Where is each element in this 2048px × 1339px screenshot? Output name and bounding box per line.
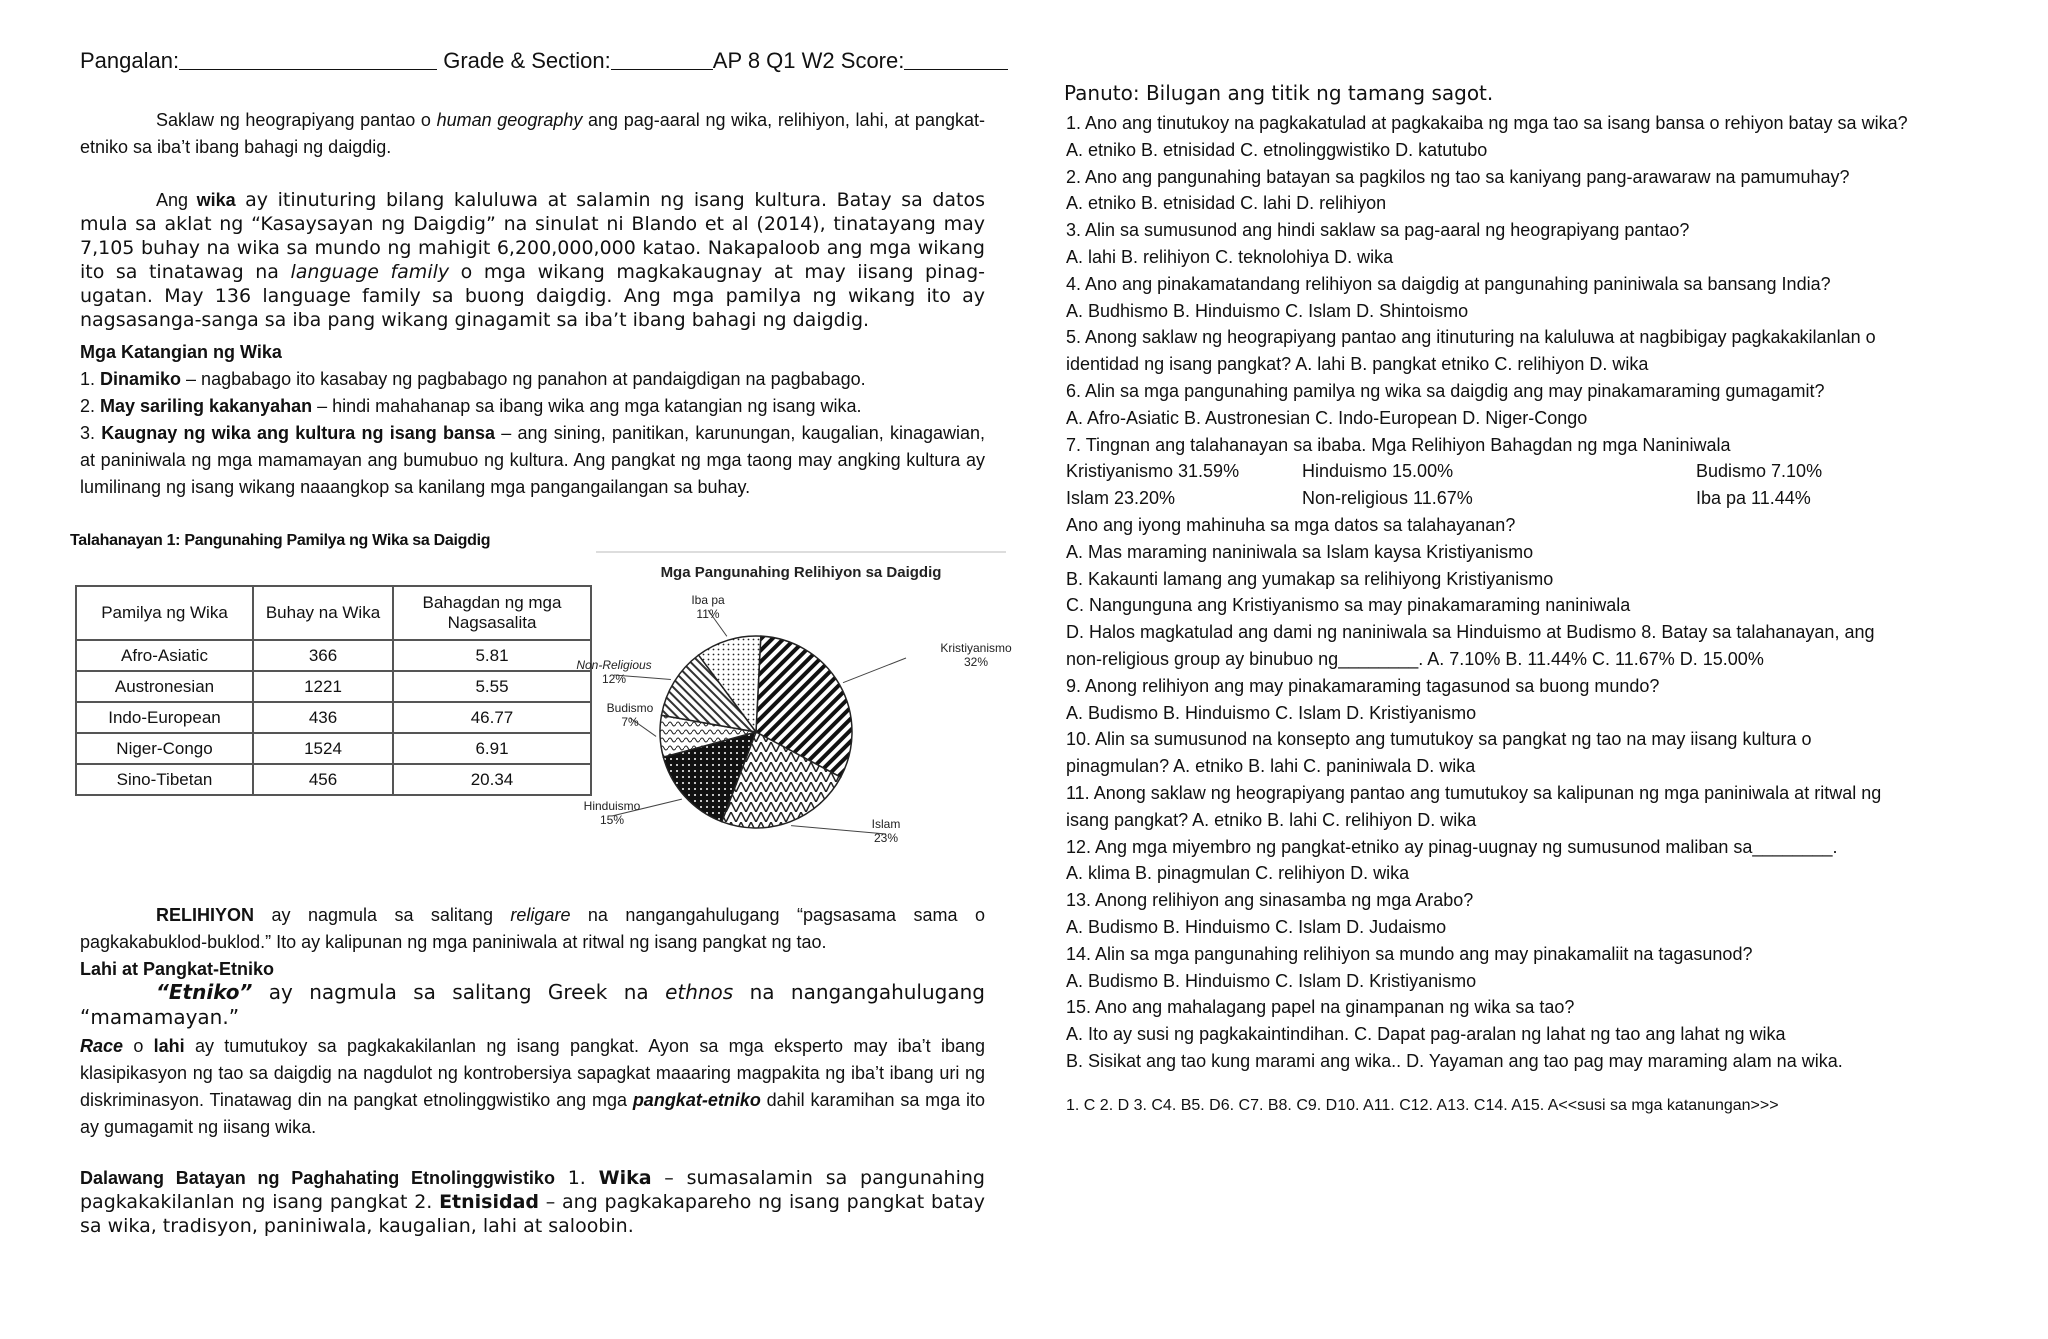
pie-label: Budismo <box>606 701 654 715</box>
katangian-3: 3. Kaugnay ng wika ang kultura ng isang bansa – ang sining, panitikan, karunungan, kaugalian, kinagawian, at paniniwala ng mga mamamayan ang bumubuo ng kultura. Ang pangkat ng mga taong may angking kultura ay lumilinang ng isang wikang naaangkop sa kanilang mga pangangailangan sa buhay. <box>80 423 986 497</box>
question-line: 13. Anong relihiyon ang sinasamba ng mga Arabo? <box>1066 890 1474 911</box>
worksheet-header <box>80 48 1008 74</box>
question-line: isang pangkat? A. etniko B. lahi C. relihiyon D. wika <box>1066 809 1477 830</box>
question-line: A. etniko B. etnisidad C. etnolinggwistiko D. katutubo <box>1066 139 1488 160</box>
question-line: B. Kakaunti lamang ang yumakap sa relihiyong Kristiyanismo <box>1066 568 1554 589</box>
religion-data-cell: Hinduismo 15.00% <box>1302 461 1454 482</box>
pie-label: Iba pa <box>691 593 725 607</box>
wika-paragraph: Ang wika ay itinuturing bilang kaluluwa at salamin ng isang kultura. Batay sa datos mula sa aklat ng “Kasaysayan ng Daigdig” na sinulat ni Blando et al (2014), tinatayang may 7,105 buhay na wika sa mundo ng mahigit 6,200,000,000 katao. Nakapaloob ang mga wikang ito sa tinatawag na language family o mga wikang magkakaugnay at may iisang pinag-ugatan. May 136 language family sa buong daigdig. Ang mga pamilya ng wikang ito ay nagsasanga-sanga sa iba pang wikang ginagamit sa iba’t ibang bahagi ng daigdig. <box>80 189 985 331</box>
question-line: D. Halos magkatulad ang dami ng naniniwala sa Hinduismo at Budismo 8. Batay sa talahanayan, ang <box>1066 622 1875 643</box>
question-line: Ano ang iyong mahinuha sa mga datos sa talahayanan? <box>1066 515 1516 535</box>
table-caption: Talahanayan 1: Pangunahing Pamilya ng Wika sa Daigdig <box>70 532 491 549</box>
question-line: non-religious group ay binubuo ng________. A. 7.10% B. 11.44% C. 11.67% D. 15.00% <box>1066 649 1764 669</box>
dalawang-batayan-paragraph: Dalawang Batayan ng Paghahating Etnolinggwistiko 1. Wika – sumasalamin sa pangunahing pagkakakilanlan ng isang pangkat 2. Etnisidad – ang pagkakapareho ng isang pangkat batay sa wika, tradisyon, paniniwala, kaugalian, lahi at saloobin. <box>80 1167 985 1237</box>
question-line: A. Budismo B. Hinduismo C. Islam D. Judaismo <box>1066 917 1447 937</box>
question-line: 7. Tingnan ang talahanayan sa ibaba. Mga Relihiyon Bahagdan ng mga Naniniwala <box>1066 434 1731 455</box>
answer-key: 1. C 2. D 3. C4. B5. D6. C7. B8. C9. D10. A11. C12. A13. C14. A15. A<<susi sa mga katanungan>>> <box>1066 1097 1779 1114</box>
relihiyon-paragraph: RELIHIYON ay nagmula sa salitang religare na nangangahulugang “pagsasama sama o pagkakabuklod-buklod.” Ito ay kalipunan ng mga paniniwala at ritwal ng isang pangkat ng tao. Lahi at Pangkat-Etniko <box>80 902 985 983</box>
pie-label: Islam <box>871 817 901 831</box>
pie-label: 11% <box>696 607 720 621</box>
religion-data-cell: Kristiyanismo 31.59% <box>1066 461 1240 482</box>
pie-label: 7% <box>621 715 639 729</box>
question-line: 10. Alin sa sumusunod na konsepto ang tumutukoy sa pangkat ng tao na may iisang kultura o <box>1066 729 1812 750</box>
question-line: A. Afro-Asiatic B. Austronesian C. Indo-European D. Niger-Congo <box>1066 407 1588 428</box>
religion-data-cell: Iba pa 11.44% <box>1696 488 1811 509</box>
lahi-title: Lahi at Pangkat-Etniko <box>80 959 275 979</box>
question-line: 12. Ang mga miyembro ng pangkat-etniko ay pinag-uugnay ng sumusunod maliban sa________. <box>1066 836 1838 857</box>
question-line: A. Budismo B. Hinduismo C. Islam D. Kristiyanismo <box>1066 970 1477 991</box>
pie-label: 32% <box>963 655 989 669</box>
question-line: 9. Anong relihiyon ang may pinakamaraming tagasunod sa buong mundo? <box>1066 675 1660 696</box>
table-header-row: Pamilya ng Wika Buhay na Wika Bahagdan ng mga Nagsasalita <box>76 586 591 640</box>
language-family-table <box>75 585 592 796</box>
question-line: 15. Ano ang mahalagang papel na ginampanan ng wika sa tao? <box>1066 997 1575 1018</box>
katangian-title: Mga Katangian ng Wika <box>80 342 282 362</box>
katangian-1: 1. Dinamiko – nagbabago ito kasabay ng pagbabago ng panahon at pandaigdigan na pagbabago. <box>80 369 866 389</box>
katangian-2: 2. May sariling kakanyahan – hindi mahahanap sa ibang wika ang mga katangian ng isang wika. <box>80 396 862 416</box>
question-line: 3. Alin sa sumusunod ang hindi saklaw sa pag-aaral ng heograpiyang pantao? <box>1066 220 1690 241</box>
pie-leader-line <box>843 658 906 683</box>
name-blank[interactable] <box>179 51 437 70</box>
table-row: Niger-Congo 1524 6.91 <box>76 733 591 764</box>
pie-label: 12% <box>601 672 627 686</box>
grade-label: Grade & Section: <box>443 48 611 73</box>
chart-title: Mga Pangunahing Relihiyon sa Daigdig <box>660 564 942 581</box>
question-line: 14. Alin sa mga pangunahing relihiyon sa mundo ang may pinakamaliit na tagasunod? <box>1066 943 1753 964</box>
pie-label: 15% <box>599 813 625 827</box>
etniko-paragraph: “Etniko” ay nagmula sa salitang Greek na ethnos na nangangahulugang “mamamayan.” <box>80 980 985 1029</box>
table-row: Austronesian 1221 5.55 <box>76 671 591 702</box>
question-line: A. etniko B. etnisidad C. lahi D. relihiyon <box>1066 193 1387 214</box>
question-line: 1. Ano ang tinutukoy na pagkakatulad at pagkakaiba ng mga tao sa isang bansa o rehiyon batay sa wika? <box>1066 113 1908 133</box>
panuto: Panuto: Bilugan ang titik ng tamang sagot. <box>1064 81 1494 105</box>
grade-blank[interactable] <box>611 51 713 70</box>
race-paragraph: Race o lahi ay tumutukoy sa pagkakakilanlan ng isang pangkat. Ayon sa mga eksperto may iba’t ibang klasipikasyon ng tao sa daigdig na nagdulot ng kontrobersiya sapagkat maaaring magpakita ng iba’t ibang uri ng diskriminasyon. Tinatawag din na pangkat etnolinggwistiko ang mga pangkat-etniko dahil karamihan sa mga ito ay gumagamit ng iisang wika. <box>80 1036 985 1137</box>
question-line: A. Mas maraming naniniwala sa Islam kaysa Kristiyanismo <box>1066 541 1534 562</box>
question-line: A. Ito ay susi ng pagkakaintindihan. C. Dapat pag-aralan ng lahat ng tao ang lahat ng wika <box>1066 1024 1786 1045</box>
question-line: A. klima B. pinagmulan C. relihiyon D. wika <box>1066 863 1410 884</box>
question-line: A. lahi B. relihiyon C. teknolohiya D. wika <box>1066 247 1394 267</box>
question-line: C. Nangunguna ang Kristiyanismo sa may pinakamaraming naniniwala <box>1066 595 1631 616</box>
question-line: 5. Anong saklaw ng heograpiyang pantao ang itinuturing na kaluluwa at nagbibigay pagkakakilanlan o <box>1066 327 1876 348</box>
question-line: identidad ng isang pangkat? A. lahi B. pangkat etniko C. relihiyon D. wika <box>1066 354 1649 375</box>
worksheet-code: AP 8 Q1 W2 <box>712 48 835 73</box>
religion-data-cell: Non-religious 11.67% <box>1302 488 1473 509</box>
question-line: pinagmulan? A. etniko B. lahi C. paniniwala D. wika <box>1066 756 1476 777</box>
question-line: B. Sisikat ang tao kung marami ang wika.. D. Yayaman ang tao pag may maraming alam na wika. <box>1066 1051 1843 1071</box>
table-row: Sino-Tibetan 456 20.34 <box>76 764 591 795</box>
religion-data-cell: Budismo 7.10% <box>1696 461 1823 482</box>
pie-label: Kristiyanismo <box>940 641 1012 655</box>
question-line: 4. Ano ang pinakamatandang relihiyon sa daigdig at pangunahing paniniwala sa bansang India? <box>1066 273 1831 294</box>
score-blank[interactable] <box>904 51 1008 70</box>
question-line: A. Budhismo B. Hinduismo C. Islam D. Shintoismo <box>1066 300 1469 321</box>
religion-data-cell: Islam 23.20% <box>1066 488 1176 509</box>
question-line: A. Budismo B. Hinduismo C. Islam D. Kristiyanismo <box>1066 702 1477 723</box>
score-label: Score: <box>840 48 905 73</box>
question-line: 11. Anong saklaw ng heograpiyang pantao ang tumutukoy sa kalipunan ng mga paniniwala at ritwal ng <box>1066 783 1882 803</box>
pie-label: Hinduismo <box>583 799 641 813</box>
religion-pie-chart <box>576 552 1012 882</box>
intro-paragraph: Saklaw ng heograpiyang pantao o human geography ang pag-aaral ng wika, relihiyon, lahi, at pangkat-etniko sa iba’t ibang bahagi ng daigdig. <box>80 110 985 157</box>
pie-label: 23% <box>873 831 899 845</box>
katangian-section <box>80 339 985 501</box>
pie-label: Non-Religious <box>576 658 652 672</box>
table-row: Indo-European 436 46.77 <box>76 702 591 733</box>
question-line: 2. Ano ang pangunahing batayan sa pagkilos ng tao sa kaniyang pang-arawaraw na pamumuhay? <box>1066 166 1850 187</box>
name-label: Pangalan: <box>80 48 180 73</box>
question-line: 6. Alin sa mga pangunahing pamilya ng wika sa daigdig ang may pinakamaraming gumagamit? <box>1066 381 1825 401</box>
table-row: Afro-Asiatic 366 5.81 <box>76 640 591 671</box>
